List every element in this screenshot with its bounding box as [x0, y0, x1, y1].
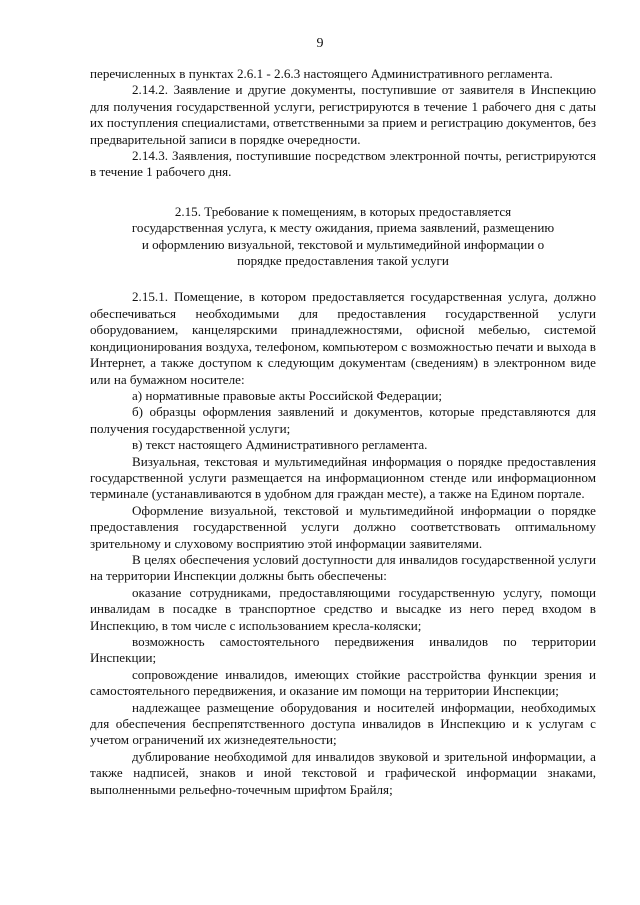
paragraph-equipment: надлежащее размещение оборудования и носителей информации, необходимых для обеспечения беспрепятственного доступа инвалидов в Инспекцию и к услугам с учетом ограничений их жизнедеятельности;	[90, 699, 596, 748]
paragraph-continuation: перечисленных в пунктах 2.6.1 - 2.6.3 настоящего Административного регламента.	[90, 66, 553, 81]
paragraph-accessibility: В целях обеспечения условий доступности для инвалидов государственной услуги на территории Инспекции должны быть обеспечены:	[90, 551, 596, 584]
paragraph-visual-info: Визуальная, текстовая и мультимедийная информация о порядке предоставления государственной услуги размещается на информационном стенде или информационном терминале (устанавливаются в удобном для граждан месте), а также на Едином портале.	[90, 453, 596, 502]
paragraph-escort: сопровождение инвалидов, имеющих стойкие расстройства функции зрения и самостоятельного передвижения, и оказание им помощи на территории Инспекции;	[90, 666, 596, 699]
paragraph-mobility: возможность самостоятельного передвижения инвалидов по территории Инспекции;	[90, 634, 596, 666]
list-item-v: в) текст настоящего Административного регламента.	[132, 437, 428, 453]
list-item-b: б) образцы оформления заявлений и документов, которые представляются для получения государственной услуги;	[90, 404, 596, 436]
section-heading-2-15: 2.15. Требование к помещениям, в которых предоставляется государственная услуга, к месту ожидания, приема заявлений, размещению и оформлению визуальной, текстовой и мультимедийной информации о порядке предоставления такой услуги	[131, 203, 555, 269]
paragraph-2-14-2: 2.14.2. Заявление и другие документы, поступившие от заявителя в Инспекцию для получения государственной услуги, регистрируются в течение 1 рабочего дня с даты их поступления специалистами, ответственными за прием и регистрацию документов, без предварительной записи в порядке очередности.	[90, 82, 596, 147]
paragraph-braille: дублирование необходимой для инвалидов звуковой и зрительной информации, а также надписей, знаков и иной текстовой и графической информации знаками, выполненными рельефно-точечным шрифтом Брайля;	[90, 748, 596, 797]
paragraph-2-14-3: 2.14.3. Заявления, поступившие посредством электронной почты, регистрируются в течение 1 рабочего дня.	[90, 148, 596, 180]
list-item-a: а) нормативные правовые акты Российской Федерации;	[132, 387, 442, 403]
paragraph-assistance: оказание сотрудниками, предоставляющими государственную услугу, помощи инвалидам в посадке в транспортное средство и высадке из него перед входом в Инспекцию, в том числе с использованием кресла-коляски;	[90, 584, 596, 633]
paragraph-info-design: Оформление визуальной, текстовой и мультимедийной информации о порядке предоставления государственной услуги должно соответствовать оптимальному зрительному и слуховому восприятию этой информации заявителями.	[90, 502, 596, 551]
paragraph-2-15-1: 2.15.1. Помещение, в котором предоставляется государственная услуга, должно обеспечиваться необходимыми для предоставления государственной услуги оборудованием, канцелярскими принадлежностями, офисной мебелью, системой кондиционирования воздуха, телефоном, компьютером с возможностью печати и выхода в Интернет, а также доступом к следующим документам (сведениям) в электронном виде или на бумажном носителе:	[90, 289, 596, 387]
document-body	[90, 66, 596, 798]
page-number: 9	[316, 36, 324, 51]
